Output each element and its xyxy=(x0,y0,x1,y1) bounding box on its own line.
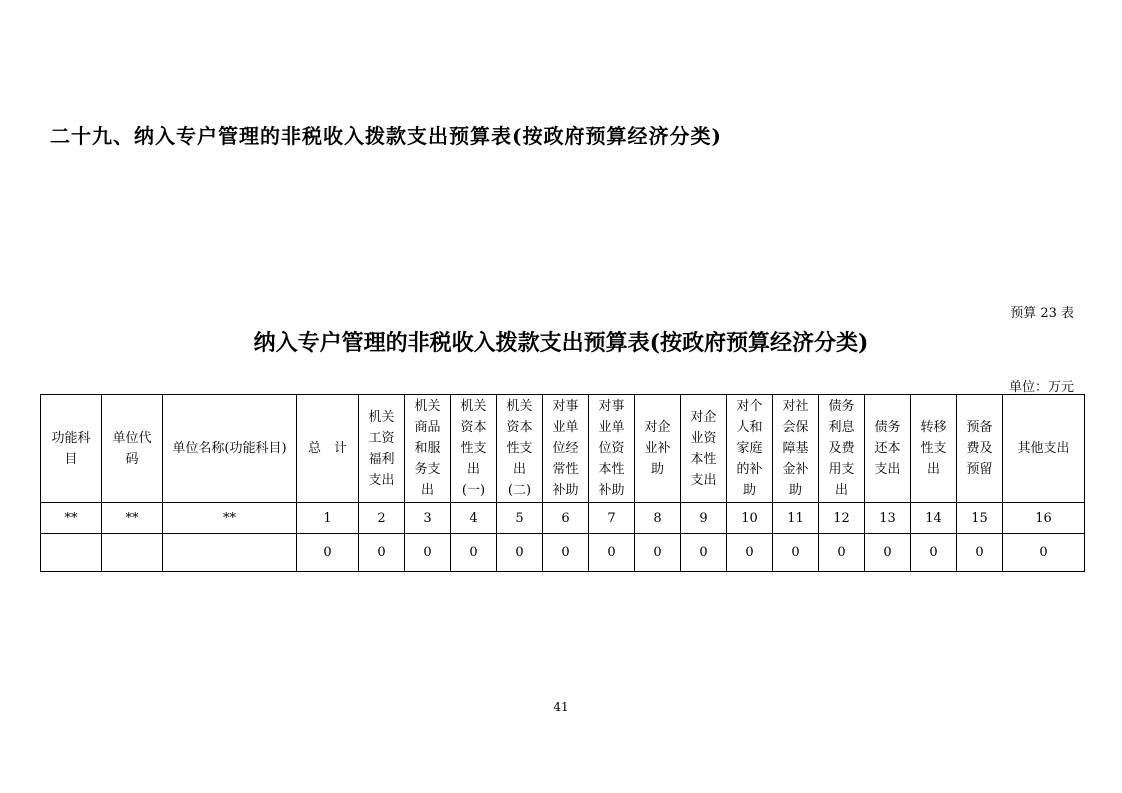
column-number-cell: 6 xyxy=(543,503,589,534)
value-cell: 0 xyxy=(865,534,911,572)
column-header-line: 机关 xyxy=(460,399,487,414)
column-header-line: 资本 xyxy=(460,420,487,435)
column-number-cell: 4 xyxy=(451,503,497,534)
column-header-line: 出 xyxy=(834,483,848,498)
column-number-cell: 16 xyxy=(1003,503,1085,534)
column-header-line: 人和 xyxy=(736,420,763,435)
column-header-line: 金补 xyxy=(782,462,809,477)
column-header xyxy=(102,395,163,503)
column-header-line: 转移 xyxy=(920,420,947,435)
column-header-line: 预留 xyxy=(966,462,993,477)
column-number-cell: 9 xyxy=(681,503,727,534)
column-header-line: 用支 xyxy=(828,462,855,477)
column-header xyxy=(819,395,865,503)
column-header-line: 工资 xyxy=(368,430,395,446)
column-header xyxy=(497,395,543,503)
column-header xyxy=(405,395,451,503)
column-number-cell: 11 xyxy=(773,503,819,534)
column-header-line: 单位名称(功能科目) xyxy=(172,441,287,456)
value-cell xyxy=(41,534,102,572)
column-header-line: 还本 xyxy=(874,441,901,456)
column-header-line: 常性 xyxy=(552,462,579,477)
column-header xyxy=(681,395,727,503)
column-header-line: 性支 xyxy=(920,441,947,456)
column-header-line: 支出 xyxy=(690,472,717,488)
value-cell: 0 xyxy=(911,534,957,572)
column-header-line: 助 xyxy=(742,483,756,498)
column-header-line: 商品 xyxy=(414,420,441,435)
column-header xyxy=(41,395,102,503)
column-header-line: 出 xyxy=(420,483,434,498)
column-header-line: 福利 xyxy=(368,451,395,467)
column-header-line: 本性 xyxy=(690,451,717,467)
column-header xyxy=(359,395,405,503)
column-header-line: 本性 xyxy=(598,462,625,477)
column-header-line: 和服 xyxy=(414,441,441,456)
column-header-line: 性支 xyxy=(460,441,487,456)
column-header xyxy=(865,395,911,503)
column-header-line: 性支 xyxy=(506,441,533,456)
column-header-line: 码 xyxy=(125,451,139,467)
column-header-line: 家庭 xyxy=(736,441,763,456)
value-cell: 0 xyxy=(681,534,727,572)
column-number-cell: 12 xyxy=(819,503,865,534)
table-header-row xyxy=(41,395,1085,503)
column-number-cell: 1 xyxy=(297,503,359,534)
column-header-line: 及费 xyxy=(828,441,855,456)
column-header-line: 出 xyxy=(926,462,940,477)
column-header-line: 补助 xyxy=(598,483,625,498)
column-header-line: 费及 xyxy=(966,441,993,456)
value-cell: 0 xyxy=(957,534,1003,572)
column-header xyxy=(773,395,819,503)
column-header-line: 业单 xyxy=(552,420,579,435)
value-cell: 0 xyxy=(1003,534,1085,572)
column-header-line: 补助 xyxy=(552,483,579,498)
column-header-line: 助 xyxy=(650,462,664,477)
column-header-line: 机关 xyxy=(414,399,441,414)
column-header-line: 出 xyxy=(466,462,480,477)
column-number-cell: 13 xyxy=(865,503,911,534)
value-cell: 0 xyxy=(727,534,773,572)
value-cell: 0 xyxy=(359,534,405,572)
table-title: 纳入专户管理的非税收入拨款支出预算表(按政府预算经济分类) xyxy=(253,330,869,356)
column-number-cell: 8 xyxy=(635,503,681,534)
column-header-line: 的补 xyxy=(736,462,763,477)
unit-label: 单位：万元 xyxy=(1008,380,1074,395)
column-header xyxy=(451,395,497,503)
column-header-line: 预备 xyxy=(966,420,993,435)
column-header xyxy=(1003,395,1085,503)
column-header-line: 总 计 xyxy=(307,441,347,456)
column-header-line: 出 xyxy=(512,462,526,477)
column-header-line: 位经 xyxy=(552,441,579,456)
column-number-cell: ** xyxy=(102,503,163,534)
page-number: 41 xyxy=(553,700,569,714)
column-header-line: 目 xyxy=(64,451,78,467)
value-cell: 0 xyxy=(589,534,635,572)
column-header-line: 债务 xyxy=(874,420,901,435)
value-cell: 0 xyxy=(635,534,681,572)
column-header-line: 债务 xyxy=(828,399,855,414)
column-header-line: 业补 xyxy=(644,441,671,456)
column-number-cell: 10 xyxy=(727,503,773,534)
column-header xyxy=(635,395,681,503)
column-header xyxy=(911,395,957,503)
column-header-line: 业单 xyxy=(598,420,625,435)
column-number-cell: 2 xyxy=(359,503,405,534)
column-header-line: 对事 xyxy=(552,399,579,414)
column-header xyxy=(543,395,589,503)
column-number-cell: 14 xyxy=(911,503,957,534)
value-cell: 0 xyxy=(819,534,865,572)
table-column-number-row xyxy=(41,503,1085,534)
column-header xyxy=(957,395,1003,503)
column-header-line: 单位代 xyxy=(112,430,152,446)
column-header-line: 务支 xyxy=(414,462,441,477)
table-row xyxy=(41,534,1085,572)
value-cell xyxy=(163,534,297,572)
column-header-line: 对企 xyxy=(644,420,671,435)
column-header-line: 机关 xyxy=(506,399,533,414)
column-header-line: 机关 xyxy=(368,409,395,425)
value-cell: 0 xyxy=(405,534,451,572)
column-header-line: 支出 xyxy=(874,462,901,477)
column-header-line: 支出 xyxy=(368,472,395,488)
column-header-line: 利息 xyxy=(828,420,855,435)
value-cell: 0 xyxy=(543,534,589,572)
column-header-line: 对社 xyxy=(782,399,809,414)
column-header xyxy=(727,395,773,503)
column-header-line: 助 xyxy=(788,483,802,498)
value-cell: 0 xyxy=(451,534,497,572)
column-header-line: (二) xyxy=(507,483,532,498)
column-number-cell: 7 xyxy=(589,503,635,534)
column-header xyxy=(297,395,359,503)
column-header-line: 功能科 xyxy=(51,430,91,446)
column-number-cell: ** xyxy=(41,503,102,534)
column-header-line: 对企 xyxy=(690,409,717,425)
column-header-line: 对事 xyxy=(598,399,625,414)
column-number-cell: 3 xyxy=(405,503,451,534)
value-cell: 0 xyxy=(773,534,819,572)
budget-table xyxy=(40,394,1085,572)
column-header-line: 障基 xyxy=(782,441,809,456)
column-header-line: 业资 xyxy=(690,430,717,446)
column-header-line: 位资 xyxy=(598,441,625,456)
column-header-line: 其他支出 xyxy=(1017,441,1070,456)
column-header-line: 对个 xyxy=(736,399,763,414)
column-number-cell: ** xyxy=(163,503,297,534)
column-header-line: 会保 xyxy=(782,420,809,435)
column-header xyxy=(163,395,297,503)
value-cell xyxy=(102,534,163,572)
column-number-cell: 15 xyxy=(957,503,1003,534)
column-header xyxy=(589,395,635,503)
table-number: 预算 23 表 xyxy=(1010,306,1074,321)
column-header-line: (一) xyxy=(461,483,486,498)
column-number-cell: 5 xyxy=(497,503,543,534)
column-header-line: 资本 xyxy=(506,420,533,435)
value-cell: 0 xyxy=(297,534,359,572)
section-heading: 二十九、纳入专户管理的非税收入拨款支出预算表(按政府预算经济分类) xyxy=(50,124,722,148)
value-cell: 0 xyxy=(497,534,543,572)
